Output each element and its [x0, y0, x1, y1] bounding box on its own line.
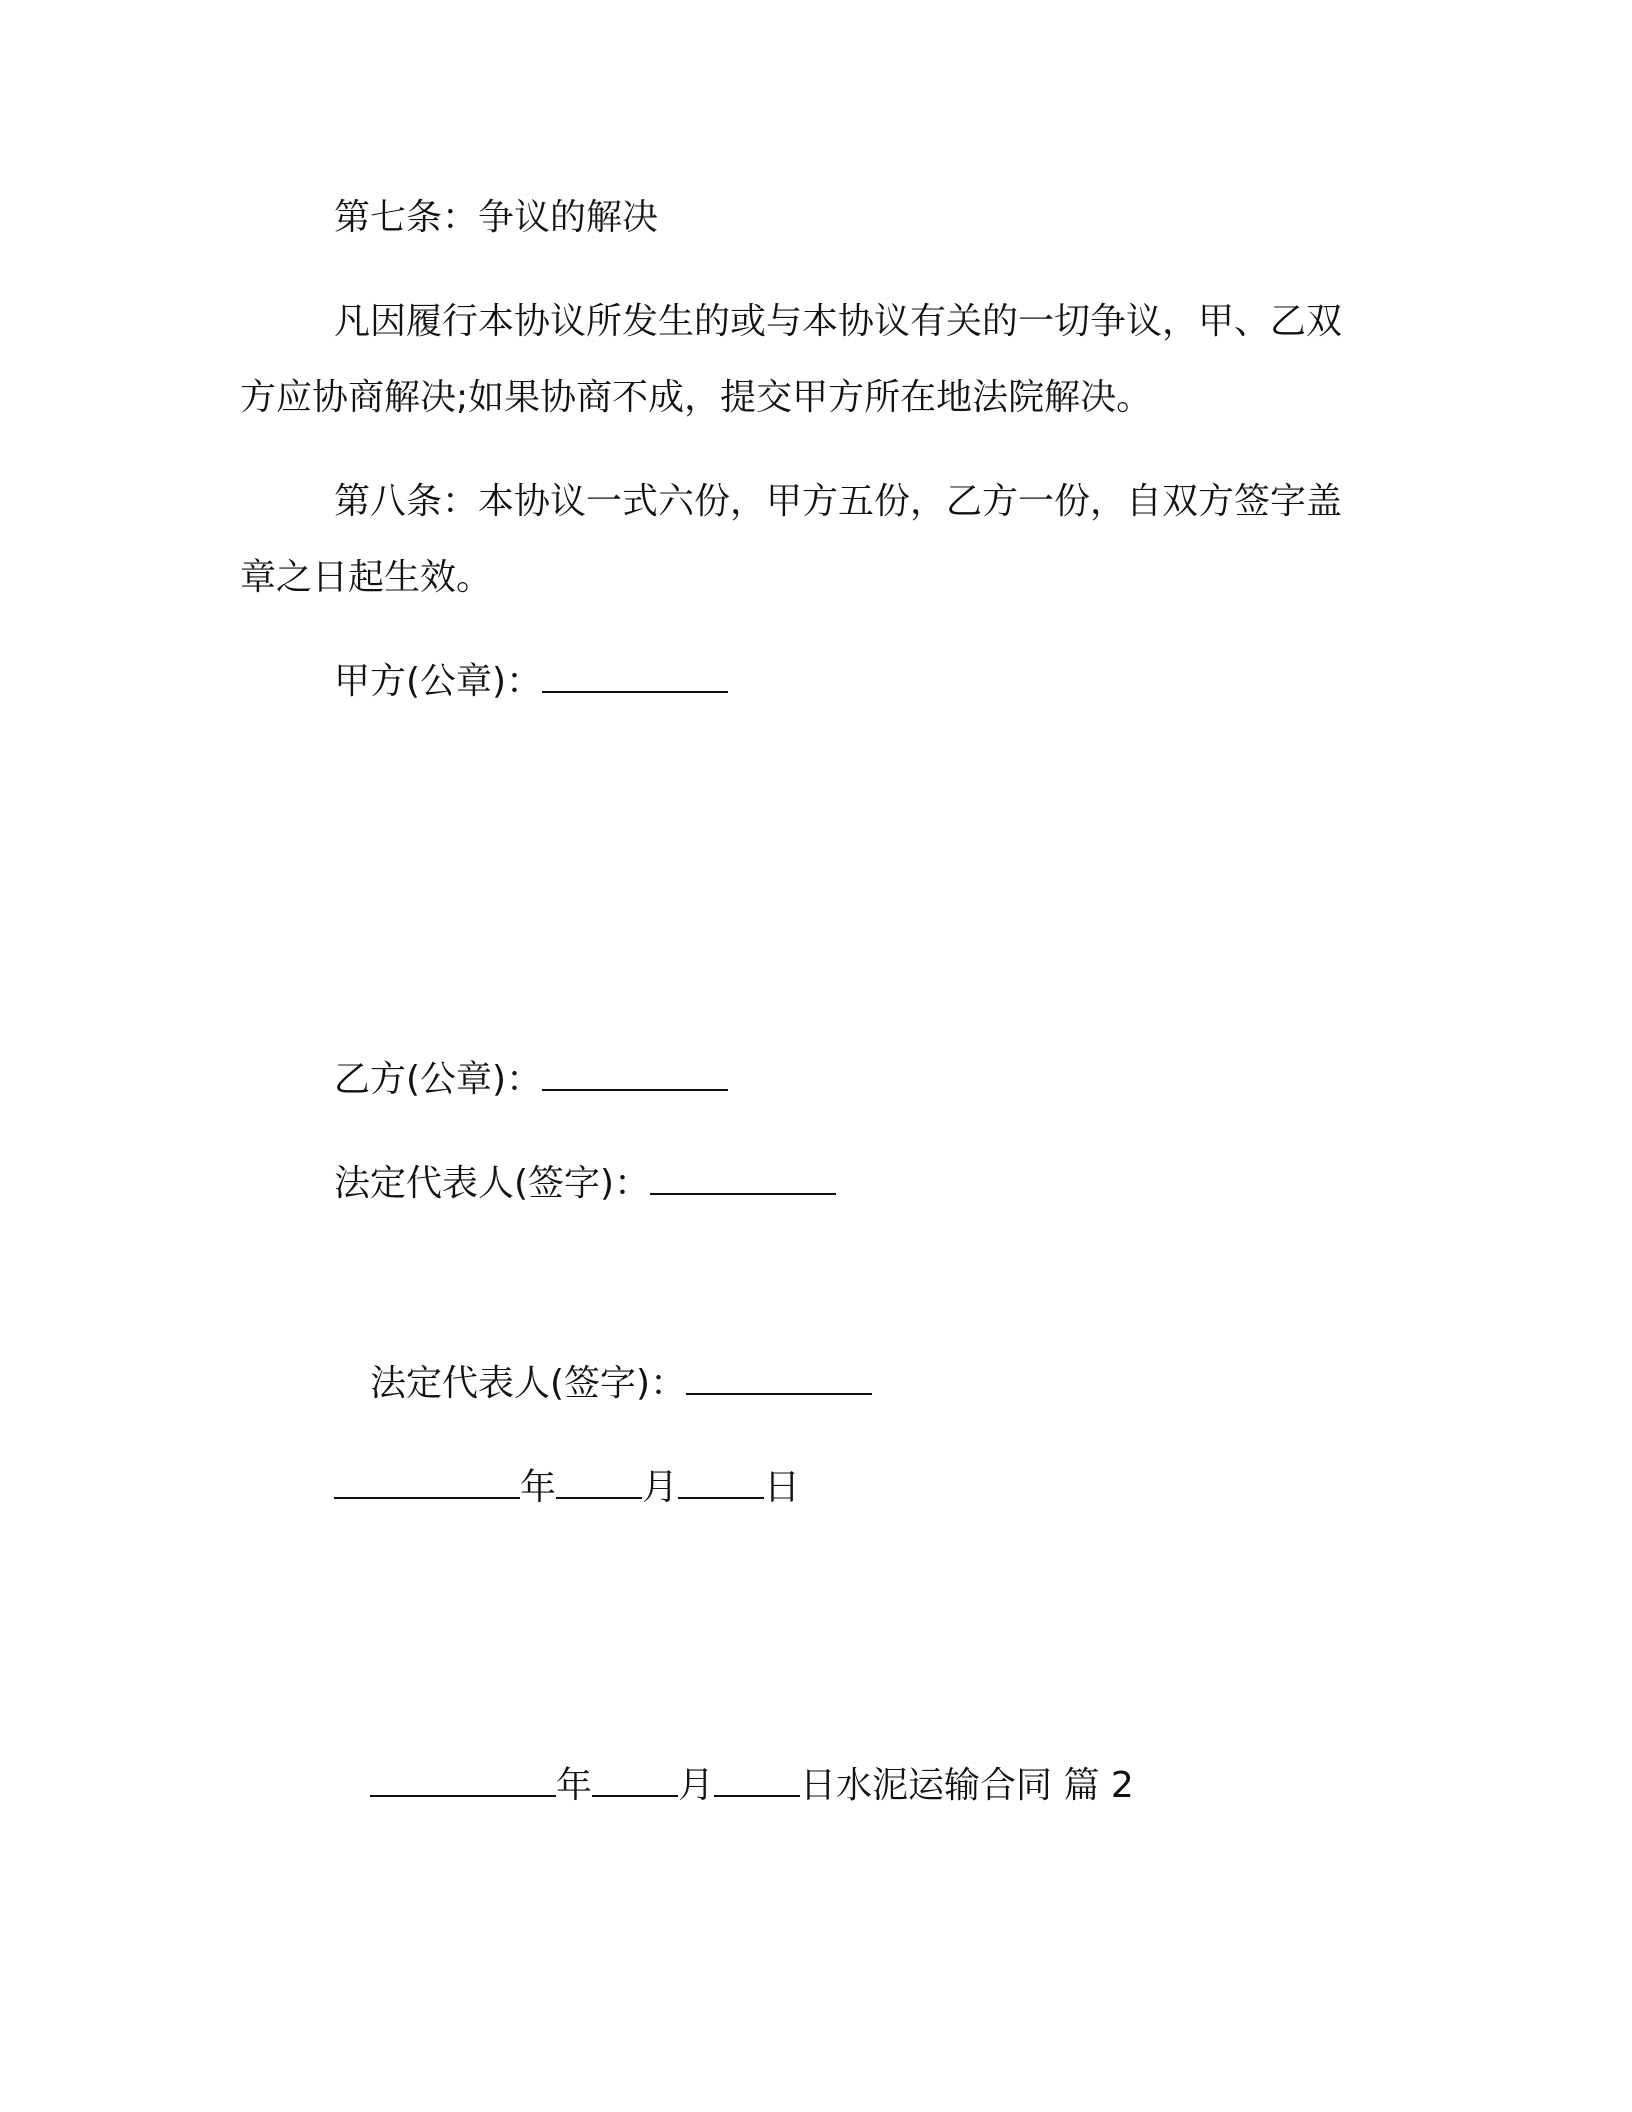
- legal-rep-row-2: [370, 1362, 872, 1406]
- legal-rep-label-1: 法定代表人(签字)：: [334, 1163, 651, 1204]
- date-month-label-1: 月: [642, 1467, 679, 1508]
- legal-rep-row-1: [334, 1162, 836, 1206]
- party-b-seal-blank: [542, 1059, 728, 1091]
- date-month-blank-2: [592, 1765, 678, 1797]
- party-b-seal-row: [334, 1058, 728, 1102]
- date-day-blank-1: [678, 1467, 764, 1499]
- next-contract-title: 日水泥运输合同 篇 2: [800, 1765, 1134, 1806]
- party-a-seal-row: [334, 660, 728, 704]
- date-day-blank-2: [714, 1765, 800, 1797]
- party-a-seal-label: 甲方(公章)：: [334, 661, 543, 702]
- article8-line1: 第八条：本协议一式六份，甲方五份，乙方一份，自双方签字盖: [334, 481, 1343, 522]
- legal-rep-label-2: 法定代表人(签字)：: [370, 1363, 687, 1404]
- article7-heading: 第七条：争议的解决: [334, 197, 659, 238]
- date-month-blank-1: [556, 1467, 642, 1499]
- party-a-seal-blank: [542, 661, 728, 693]
- date-year-blank-2: [370, 1765, 556, 1797]
- date-day-label-1: 日: [764, 1467, 801, 1508]
- legal-rep-blank-2: [686, 1363, 872, 1395]
- next-contract-title-row: [370, 1764, 1134, 1808]
- party-b-seal-label: 乙方(公章)：: [334, 1059, 543, 1100]
- date-year-blank-1: [334, 1467, 520, 1499]
- date-year-label-1: 年: [520, 1467, 557, 1508]
- article7-body-line1: 凡因履行本协议所发生的或与本协议有关的一切争议，甲、乙双: [334, 301, 1343, 342]
- date-month-label-2: 月: [678, 1765, 715, 1806]
- date-row-1: [334, 1466, 800, 1510]
- legal-rep-blank-1: [650, 1163, 836, 1195]
- date-year-label-2: 年: [556, 1765, 593, 1806]
- article8-line2: 章之日起生效。: [240, 557, 493, 598]
- article7-body-line2: 方应协商解决;如果协商不成，提交甲方所在地法院解决。: [240, 377, 1153, 418]
